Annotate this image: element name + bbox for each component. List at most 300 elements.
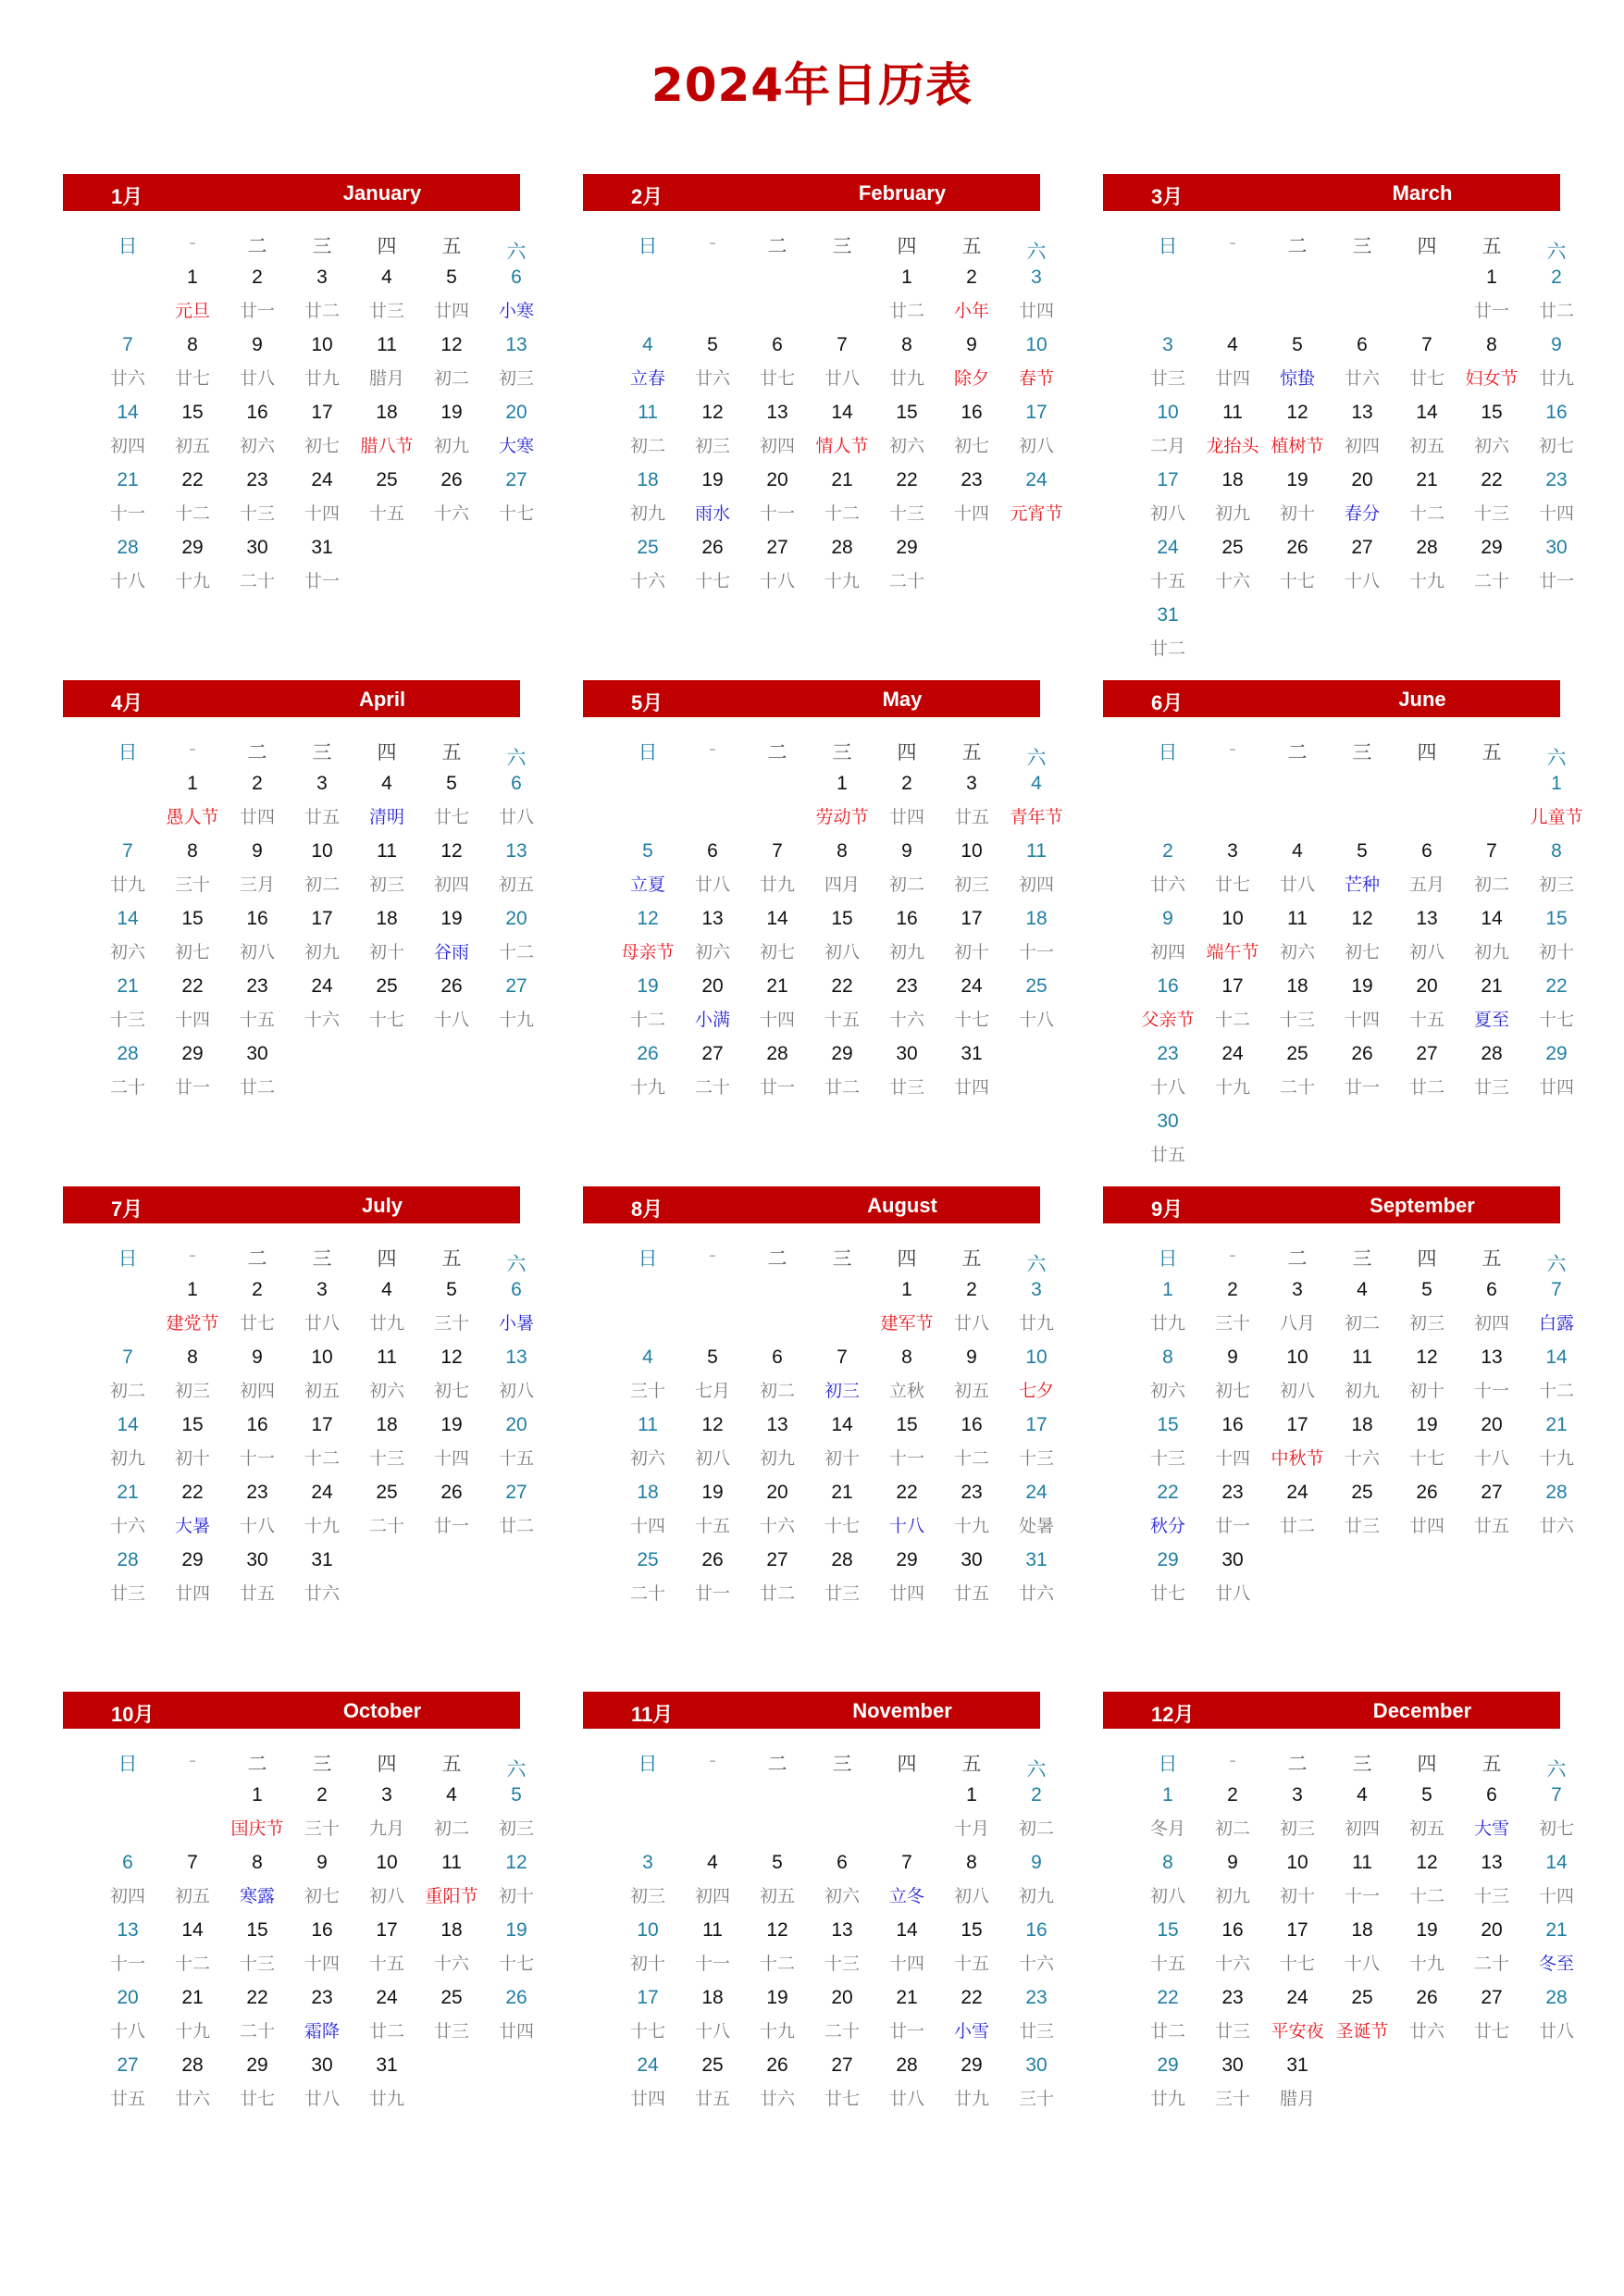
lunar-date: 四月 [824, 875, 860, 895]
day-cell [1524, 1037, 1589, 1105]
lunar-date: 廿九 [1018, 1313, 1054, 1334]
day-number: 18 [1351, 1414, 1373, 1435]
day-number: 8 [1162, 1347, 1173, 1368]
lunar-date: 廿六 [1018, 1583, 1054, 1604]
lunar-date: 初三 [694, 436, 730, 456]
day-number: 25 [637, 537, 659, 558]
lunar-date: 十七 [1279, 571, 1315, 591]
weekday-row [583, 730, 1047, 769]
lunar-date: 愚人节 [166, 807, 219, 827]
lunar-date: 廿三 [1344, 1516, 1380, 1536]
day-number: 18 [376, 1414, 398, 1435]
day-cell [1459, 531, 1524, 599]
day-cell [1395, 1341, 1459, 1409]
day-cell [95, 1476, 160, 1544]
lunar-date: 十八 [433, 1010, 469, 1030]
day-number: 18 [376, 908, 398, 929]
lunar-date: 廿九 [1538, 368, 1574, 389]
lunar-date: 白露 [1538, 1313, 1574, 1334]
lunar-date: 初三 [629, 1886, 665, 1906]
day-number: 9 [1162, 908, 1173, 929]
month-header [63, 174, 520, 211]
day-cell [745, 1037, 810, 1105]
day-number: 23 [246, 469, 268, 490]
lunar-date: 初八 [953, 1886, 989, 1906]
lunar-date: 廿二 [304, 301, 340, 321]
day-cell [1004, 1981, 1069, 2049]
day-number: 14 [766, 908, 788, 929]
day-number: 9 [252, 840, 263, 862]
day-number: 5 [772, 1852, 783, 1873]
weekday-sun: 日 [638, 741, 658, 763]
day-number: 3 [1292, 1784, 1303, 1806]
lunar-date: 廿一 [174, 1077, 210, 1098]
month-6 [1103, 680, 1583, 1165]
lunar-date: 八月 [1279, 1313, 1315, 1334]
day-cell [290, 396, 354, 464]
day-number: 27 [1416, 1043, 1438, 1064]
day-cell [680, 396, 745, 464]
day-number: 31 [311, 1549, 333, 1570]
day-cell [874, 531, 939, 599]
day-number: 7 [122, 1347, 133, 1368]
day-cell [1265, 1409, 1330, 1476]
day-cell [939, 970, 1004, 1037]
lunar-date: 十七 [498, 1954, 534, 1974]
day-number: 24 [637, 2054, 659, 2076]
lunar-date: 廿一 [239, 301, 275, 321]
day-number: 29 [896, 537, 918, 558]
lunar-date: 廿六 [304, 1583, 340, 1604]
weekday-sun: 日 [118, 1753, 138, 1775]
day-cell [1004, 1846, 1069, 1914]
day-number: 26 [1351, 1043, 1373, 1064]
day-number: 21 [831, 1482, 853, 1503]
day-number: 19 [440, 908, 463, 929]
lunar-date: 初六 [239, 436, 275, 456]
day-cell [615, 1341, 680, 1409]
day-number: 7 [1551, 1279, 1562, 1300]
day-number: 10 [1025, 334, 1048, 355]
lunar-date: 圣诞节 [1335, 2021, 1389, 2042]
weekday-sun: 日 [1158, 1247, 1178, 1270]
lunar-date: 初十 [1408, 1381, 1444, 1401]
month-8 [583, 1186, 1054, 1604]
lunar-date: 十七 [368, 1010, 404, 1030]
month-4 [63, 680, 534, 1098]
day-number: 22 [1157, 1482, 1179, 1503]
day-number: 2 [252, 1279, 263, 1300]
day-cell [939, 1341, 1004, 1409]
day-number: 16 [961, 1414, 983, 1435]
lunar-date: 十八 [1344, 571, 1380, 591]
lunar-date: 廿三 [1214, 2021, 1250, 2042]
day-cell [484, 1981, 549, 2049]
weekday-row [63, 224, 527, 263]
lunar-date: 二十 [239, 2021, 275, 2042]
day-number: 20 [701, 975, 724, 997]
lunar-date: 初二 [109, 1381, 145, 1401]
day-number: 14 [831, 402, 853, 423]
lunar-date: 十五 [239, 1010, 275, 1030]
lunar-date: 初三 [824, 1381, 860, 1401]
lunar-date: 廿五 [1149, 1145, 1185, 1165]
day-number: 11 [377, 1347, 397, 1368]
day-cell [1524, 1341, 1589, 1409]
day-cell [1200, 464, 1265, 531]
day-number: 4 [1292, 840, 1303, 862]
day-number: 20 [831, 1987, 853, 2008]
lunar-date: 初三 [498, 368, 534, 389]
day-cell [225, 1409, 290, 1476]
day-cell [1524, 1914, 1589, 1981]
day-cell [745, 835, 810, 902]
lunar-date: 初二 [629, 436, 665, 456]
day-cell [95, 1409, 160, 1476]
day-number: 28 [896, 2054, 918, 2076]
day-number: 23 [1025, 1987, 1048, 2008]
day-cell [745, 970, 810, 1037]
weekday-thu: 四 [897, 1753, 917, 1775]
weekday-tue: 二 [1287, 235, 1308, 257]
day-cell [484, 902, 549, 970]
day-cell [810, 835, 874, 902]
day-number: 1 [901, 267, 912, 288]
lunar-date: 廿五 [109, 2089, 145, 2109]
day-number: 9 [1031, 1852, 1042, 1873]
day-cell [419, 767, 484, 835]
day-cell [354, 835, 419, 902]
lunar-date: 十一 [759, 503, 795, 524]
day-cell [354, 1846, 419, 1914]
lunar-date: 初四 [1149, 942, 1185, 962]
lunar-date: 廿八 [304, 2089, 340, 2109]
lunar-date: 小年 [953, 301, 989, 321]
lunar-date: 廿二 [1279, 1516, 1315, 1536]
day-number: 16 [1221, 1414, 1244, 1435]
month-name-en: September [1370, 1194, 1475, 1217]
lunar-date: 初十 [629, 1954, 665, 1974]
day-number: 5 [1421, 1279, 1432, 1300]
day-number: 11 [1287, 908, 1308, 929]
lunar-date: 初三 [1279, 1818, 1315, 1839]
day-cell [484, 1409, 549, 1476]
day-number: 2 [1227, 1784, 1238, 1806]
day-cell [939, 1981, 1004, 2049]
weekday-tue: 二 [247, 235, 267, 257]
day-number: 6 [772, 1347, 783, 1368]
lunar-date: 小暑 [498, 1313, 534, 1334]
lunar-date: 建党节 [166, 1313, 219, 1334]
lunar-date: 初七 [1538, 1818, 1574, 1839]
lunar-date: 廿二 [888, 301, 924, 321]
day-number: 11 [1352, 1852, 1372, 1873]
lunar-date: 初九 [1018, 1886, 1054, 1906]
day-number: 18 [376, 402, 398, 423]
month-name-cn: 6月 [1151, 691, 1184, 714]
lunar-date: 夏至 [1473, 1010, 1509, 1030]
month-name-cn: 4月 [111, 691, 143, 714]
day-cell [680, 1544, 745, 1611]
lunar-date: 初三 [174, 1381, 210, 1401]
day-number: 9 [1227, 1347, 1238, 1368]
day-number: 27 [831, 2054, 853, 2076]
day-number: 4 [1227, 334, 1238, 355]
month-name-cn: 11月 [631, 1703, 674, 1726]
day-cell [810, 767, 874, 835]
lunar-date: 处暑 [1018, 1516, 1054, 1536]
day-cell [1459, 329, 1524, 396]
day-number: 23 [1221, 1987, 1244, 2008]
day-cell [680, 1409, 745, 1476]
day-number: 8 [901, 334, 912, 355]
day-number: 16 [896, 908, 918, 929]
lunar-date: 龙抬头 [1206, 436, 1259, 456]
lunar-date: 初二 [433, 1818, 469, 1839]
weekday-mon: - [1229, 231, 1236, 254]
day-number: 12 [1416, 1852, 1438, 1873]
day-number: 13 [766, 402, 788, 423]
day-cell [1004, 1779, 1069, 1846]
lunar-date: 初九 [1473, 942, 1509, 962]
lunar-date: 十六 [304, 1010, 340, 1030]
lunar-date: 元宵节 [1010, 503, 1063, 524]
day-cell [1265, 1037, 1330, 1105]
day-cell [680, 1476, 745, 1544]
day-number: 30 [961, 1549, 983, 1570]
lunar-date: 初二 [433, 368, 469, 389]
lunar-date: 十八 [888, 1516, 924, 1536]
day-number: 29 [246, 2054, 268, 2076]
day-cell [419, 1914, 484, 1981]
lunar-date: 廿五 [304, 807, 340, 827]
day-number: 28 [117, 1549, 139, 1570]
day-number: 24 [1025, 1482, 1048, 1503]
lunar-date: 廿五 [953, 807, 989, 827]
day-number: 13 [701, 908, 724, 929]
day-number: 26 [701, 1549, 724, 1570]
day-cell [1200, 835, 1265, 902]
lunar-date: 初二 [1018, 1818, 1054, 1839]
day-cell [290, 1476, 354, 1544]
lunar-date: 初九 [433, 436, 469, 456]
weekday-sun: 日 [118, 1247, 138, 1270]
lunar-date: 十二 [759, 1954, 795, 1974]
day-number: 15 [246, 1919, 268, 1941]
day-cell [1330, 1981, 1395, 2049]
weekday-row [583, 1236, 1047, 1275]
day-cell [1459, 1981, 1524, 2049]
day-cell [1135, 1544, 1200, 1611]
lunar-date: 廿一 [1344, 1077, 1380, 1098]
day-number: 5 [446, 267, 457, 288]
day-cell [680, 970, 745, 1037]
day-number: 10 [311, 334, 333, 355]
lunar-date: 初七 [433, 1381, 469, 1401]
day-number: 27 [117, 2054, 139, 2076]
day-number: 16 [1221, 1919, 1244, 1941]
day-cell [354, 1273, 419, 1341]
month-11 [583, 1692, 1054, 2109]
day-number: 12 [440, 840, 463, 862]
day-number: 26 [1286, 537, 1308, 558]
weekday-tue: 二 [767, 1247, 787, 1270]
day-cell [1004, 970, 1069, 1037]
day-number: 26 [1416, 1987, 1438, 2008]
lunar-date: 廿八 [694, 875, 730, 895]
day-cell [874, 1846, 939, 1914]
weekday-tue: 二 [767, 741, 787, 763]
day-number: 3 [381, 1784, 392, 1806]
day-number: 13 [1481, 1347, 1503, 1368]
lunar-date: 廿七 [1408, 368, 1444, 389]
day-number: 20 [505, 402, 527, 423]
day-cell [615, 1476, 680, 1544]
weekday-sun: 日 [118, 741, 138, 763]
day-number: 17 [961, 908, 983, 929]
lunar-date: 植树节 [1271, 436, 1324, 456]
lunar-date: 廿七 [824, 2089, 860, 2109]
day-cell [1330, 1476, 1395, 1544]
day-number: 9 [1551, 334, 1562, 355]
day-number: 12 [766, 1919, 788, 1941]
day-cell [95, 2049, 160, 2116]
day-cell [1330, 970, 1395, 1037]
day-number: 6 [772, 334, 783, 355]
day-cell [810, 1341, 874, 1409]
day-cell [680, 464, 745, 531]
day-number: 29 [1545, 1043, 1568, 1064]
weekday-row [583, 224, 1047, 263]
lunar-date: 初十 [174, 1448, 210, 1469]
lunar-date: 中秋节 [1271, 1448, 1324, 1469]
day-cell [225, 1981, 290, 2049]
day-cell [1524, 464, 1589, 531]
lunar-date: 初十 [1538, 942, 1574, 962]
day-cell [745, 1341, 810, 1409]
day-number: 23 [896, 975, 918, 997]
day-number: 15 [1481, 402, 1503, 423]
day-cell [160, 767, 225, 835]
lunar-date: 初七 [1538, 436, 1574, 456]
weekday-thu: 四 [897, 741, 917, 763]
day-number: 22 [896, 469, 918, 490]
lunar-date: 初七 [304, 1886, 340, 1906]
day-cell [1459, 396, 1524, 464]
lunar-date: 十四 [304, 503, 340, 524]
day-cell [160, 531, 225, 599]
day-cell [1459, 1273, 1524, 1341]
lunar-date: 母亲节 [621, 942, 675, 962]
day-cell [160, 835, 225, 902]
day-cell [1200, 1981, 1265, 2049]
day-cell [1004, 2049, 1069, 2116]
weekday-thu: 四 [377, 1753, 397, 1775]
day-number: 6 [1486, 1279, 1497, 1300]
lunar-date: 廿一 [1538, 571, 1574, 591]
day-cell [290, 1846, 354, 1914]
weekday-sat: 六 [1546, 1253, 1567, 1275]
lunar-date: 廿三 [1149, 368, 1185, 389]
day-cell [1265, 1914, 1330, 1981]
day-cell [354, 1779, 419, 1846]
day-number: 9 [966, 1347, 977, 1368]
lunar-date: 十六 [629, 571, 665, 591]
day-number: 25 [1351, 1987, 1373, 2008]
day-number: 10 [961, 840, 983, 862]
day-cell [1004, 1914, 1069, 1981]
day-cell [1200, 396, 1265, 464]
day-number: 12 [701, 402, 724, 423]
lunar-date: 廿七 [759, 368, 795, 389]
day-cell [615, 1037, 680, 1105]
day-number: 3 [966, 773, 977, 794]
lunar-date: 初六 [694, 942, 730, 962]
day-cell [1135, 599, 1200, 666]
lunar-date: 初四 [1344, 436, 1380, 456]
day-cell [290, 1409, 354, 1476]
day-cell [1459, 464, 1524, 531]
lunar-date: 小寒 [498, 301, 534, 321]
lunar-date: 初十 [953, 942, 989, 962]
lunar-date: 廿三 [888, 1077, 924, 1098]
day-number: 15 [1157, 1919, 1179, 1941]
day-number: 16 [246, 908, 268, 929]
lunar-date: 初八 [1149, 503, 1185, 524]
lunar-date: 二十 [1279, 1077, 1315, 1098]
weekday-sat: 六 [1026, 1758, 1047, 1781]
lunar-date: 十三 [239, 1954, 275, 1974]
lunar-date: 初九 [888, 942, 924, 962]
lunar-date: 廿七 [1214, 875, 1250, 895]
lunar-date: 初二 [1344, 1313, 1380, 1334]
lunar-date: 廿二 [239, 1077, 275, 1098]
day-cell [95, 531, 160, 599]
day-cell [939, 261, 1004, 329]
day-number: 17 [637, 1987, 659, 2008]
day-cell [160, 970, 225, 1037]
day-cell [810, 1914, 874, 1981]
lunar-date: 初七 [953, 436, 989, 456]
day-cell [1135, 1914, 1200, 1981]
day-number: 17 [1157, 469, 1179, 490]
weekday-mon: - [1229, 1244, 1236, 1266]
day-cell [874, 1273, 939, 1341]
day-cell [160, 1037, 225, 1105]
month-name-en: January [342, 181, 422, 205]
day-number: 11 [441, 1852, 462, 1873]
lunar-date: 廿六 [759, 2089, 795, 2109]
day-cell [419, 1779, 484, 1846]
weekday-sun: 日 [638, 1247, 658, 1270]
day-number: 16 [961, 402, 983, 423]
day-cell [160, 902, 225, 970]
day-number: 30 [1157, 1111, 1179, 1132]
day-cell [1524, 970, 1589, 1037]
day-cell [1395, 970, 1459, 1037]
day-number: 20 [505, 1414, 527, 1435]
day-number: 1 [966, 1784, 977, 1806]
weekday-fri: 五 [1481, 235, 1502, 257]
day-cell [1135, 1409, 1200, 1476]
lunar-date: 三十 [304, 1818, 340, 1839]
weekday-mon: - [709, 738, 716, 760]
lunar-date: 初四 [1473, 1313, 1509, 1334]
day-cell [1135, 1476, 1200, 1544]
day-cell [354, 970, 419, 1037]
day-number: 23 [1221, 1482, 1244, 1503]
day-cell [1524, 767, 1589, 835]
